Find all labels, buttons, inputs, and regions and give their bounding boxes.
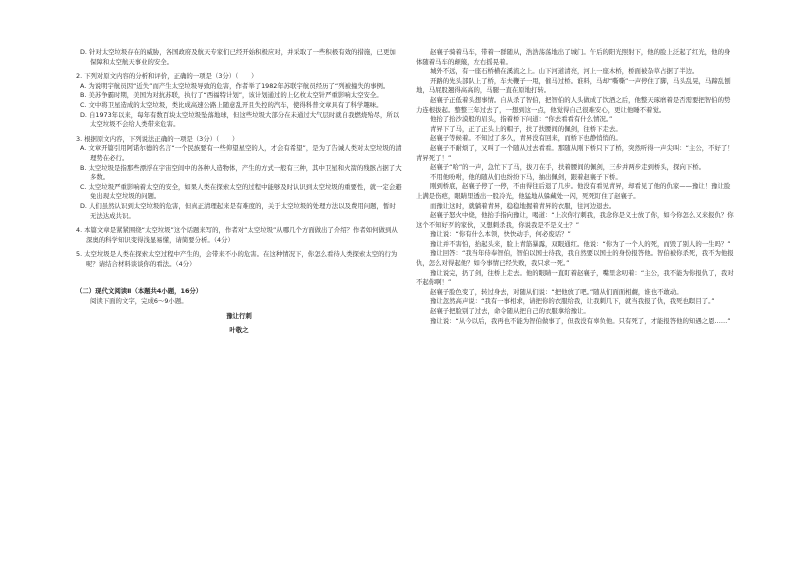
paragraph: 豫让忽然高声说：“我有一事相求，请把你的衣服给我，让我刺几下，就当我报了仇，我死也瞑目了。” <box>430 297 715 306</box>
paragraph: 赵襄子怒火中烧，他抬手指向豫让，喝道：“上次你行刺我，我念你是义士放了你，如今你怎么又来报仇？你这个不知好歹的家伙，又想刺杀我，你说我是不是义士？” <box>416 211 734 229</box>
paragraph: 赵襄子“哈”的一声，急忙下了马，拔刀在手，扶着腰间的佩剑，三步并两步走到桥头，探向下桥。 <box>430 163 706 172</box>
paragraph: 赵襄子不耐烦了，又叫了一个随从过去看看。那随从刚下桥只下了桥，突然听得一声尖叫：“主公，不好了！青昇死了！” <box>416 143 734 162</box>
paragraph: 不用他吩咐，他的随从们也纷纷下马，抽出佩剑，跟着赵襄子下桥。 <box>430 172 622 181</box>
paragraph: 豫让回答：“我当年侍奉智伯，智伯以国士待我，我自然要以国士的身份报答他。智伯被你杀死，我不为他报仇，怎么对得起他？如今事情已经失败，我只求一死。” <box>416 249 734 268</box>
option-text: B. 太空垃圾是指那些漂浮在宇宙空间中的各种人造物体，产生的方式一般有三种，其中卫星和火箭的残骸占据了大多数。 <box>80 163 402 182</box>
paragraph: 而豫让这时，就躺着青昇，稳稳地握着青昇的衣服，往河边退去。 <box>430 201 616 210</box>
option-text: C. 文中将卫星造成的太空垃圾，类比成高速公路上随意乱开且失控的汽车，使得科普文章具有了科学趣味。 <box>80 100 383 109</box>
paragraph: 赵襄子脸色变了，转过身去，对随从们说：“把他放了吧。”随从们面面相觑，谁也不敢动。 <box>430 287 683 296</box>
paragraph: 他抬了抬沙漠般的眉头，指着桥下问道：“你去看看有什么情况。” <box>430 115 613 124</box>
paragraph: 青昇下了马，正了正头上的帽子，扶了扶腰间的佩剑，往桥下走去。 <box>430 124 622 133</box>
question-text: 2. 下列对原文内容的分析和评价，正确的一项是（3分）（ ） <box>76 72 258 81</box>
paragraph: 阅读下面的文字，完成6～9小题。 <box>90 297 188 306</box>
section-heading: （二）现代文阅读Ⅱ（本题共4小题，16分） <box>76 287 203 296</box>
paragraph: 豫让说：“你有什么本领，快快动手，何必废话？” <box>430 230 571 239</box>
paragraph: 豫让说完，扔了剑，往桥上走去。他的眼睛一直盯着赵襄子，嘴里念叨着：“主公，我不能为你报仇了，我对不起你啊！” <box>416 268 734 287</box>
heading: 叶敬之 <box>229 326 249 335</box>
option-text: A. 文章开篇引用阿诺尔德的名言“一个民族要有一些仰望星空的人，才会有希望”，是为了告诫人类对太空垃圾的清理势在必行。 <box>80 144 402 162</box>
paragraph: 开路的先头部队上了桥，车夫鞭子一甩，催马过桥。谁料，马却“嘶嘶”一声停住了脚，马头乱晃，马蹄乱刨地，马屁股翘得高高的，马腿一直在原地打转。 <box>416 76 731 95</box>
option-text: D. 人们虽然认识到太空垃圾的危害，但真正清理起来是有难度的，关于太空垃圾的处理方法以及费用问题，暂时无法达成共识。 <box>80 201 396 220</box>
paragraph: 刚到桥底，赵襄子停了一停，不由得往后退了几步。他没有看见青昇，却看见了他的仇家——豫让！豫让脸上满是伤疤，眼睛里透出一股冷光，他猛地从躲藏处一闪，死死盯住了赵襄子。 <box>416 182 731 200</box>
option-text: D. 针对太空垃圾存在的威胁，各国政府及航天专家们已经开始积极应对，并采取了一些积极有效的措施，已更加保障和太空航天事业的安全。 <box>80 48 396 66</box>
option-text: B. 美苏争霸时期，美国为对抗苏联，执行了“西福特计划”，该计划通过的上亿枚太空针严重影响太空安全。 <box>80 91 383 100</box>
left-column <box>76 48 402 336</box>
paragraph: 豫让并不害怕，抬起头来，脸上青筋暴露，双眼通红。他说：“你为了一个人的死，而毁了别人的一生吗？” <box>430 239 731 248</box>
paragraph: 赵襄子把脸别了过去，命令随从把自己的衣服拿给豫让。 <box>430 307 590 316</box>
question-text: 5. 太空垃圾是人类在探索太空过程中产生的，会带来不小的危害。在这种情况下，你怎么看待人类探索太空的行为呢？请结合材料谈谈你的看法。（4分） <box>76 250 398 268</box>
paragraph: 赵襄子骑着马车，带着一群随从，浩浩荡荡地出了城门。午后的阳光照射下，他的脸上泛起了红光，他的身体随着马车的颠簸，左右摇晃着。 <box>416 48 731 66</box>
option-text: A. 为说明宇航员因“近失”而产生太空垃圾导致的危害，作者举了1982年苏联宇航员经历了“列被撞失的事例。 <box>80 81 390 90</box>
right-column <box>416 48 734 326</box>
paragraph: 城外不远，有一座石桥横在溪流之上。山下河道清亮，河上一座木桥，桥面被杂草占据了半边。 <box>430 67 699 76</box>
spacer <box>76 269 402 278</box>
paragraph: 赵襄子等候着。不知过了多久，青昇没有回来，而桥下也静悄悄的。 <box>430 134 622 143</box>
paragraph: 豫让说：“从今以后，我再也不能为智伯做事了，但我没有辜负他。只有死了，才能报答他的知遇之恩……” <box>430 316 731 325</box>
option-text: D. 自1973年以来，每年有数百块太空垃圾坠落地球，但这些垃圾大部分在未通过大气层时就自我燃烧殆尽，所以太空垃圾不会给人类带来危害。 <box>80 110 400 129</box>
question-text: 3. 根据原文内容，下列说法正确的一项是（3分）（ ） <box>76 134 239 143</box>
paragraph: 赵襄子正低着头想事情。自从杀了智伯，把智伯的人头做成了饮酒之后，他整天琢磨着是否需要把智伯的势力连根拔起。整整三年过去了，一想到这一点，他觉得自己很难安心，更让他睡不着觉。 <box>416 95 731 114</box>
question-text: 4. 本篇文章是紧紧围绕“太空垃圾”这个话题来写的，作者对“太空垃圾”从哪几个方面做出了介绍？作者如何做到从深奥的科学知识变得浅显易懂，请简要分析。（4分） <box>76 226 398 244</box>
heading: 豫让行刺 <box>226 311 252 320</box>
option-text: C. 太空垃圾严重影响着太空的安全，如果人类在探索太空的过程中能够及时认识到太空垃圾的重要性，就一定会避免出现太空垃圾的问题。 <box>80 182 402 201</box>
